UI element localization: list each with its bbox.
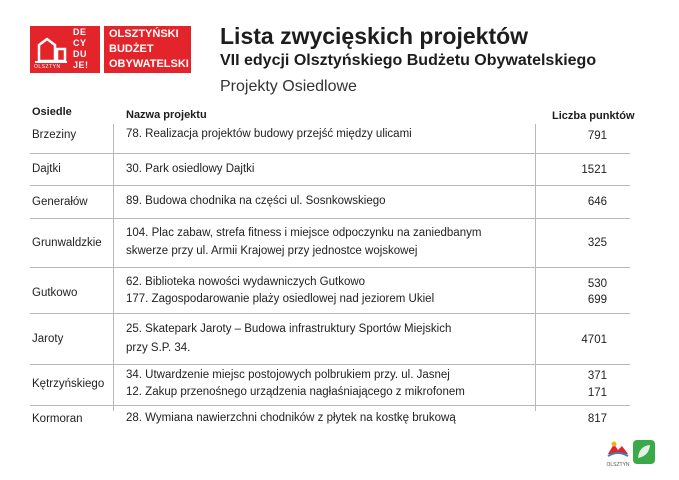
points-cell: 646 [587,196,607,208]
city-emblem-icon [35,35,67,63]
project-cell: 78. Realizacja projektów budowy przejść między ulicami [126,128,412,140]
row-divider [30,364,630,365]
district-cell: Grunwaldzkie [32,237,102,249]
project-cell: 177. Zagospodarowanie plaży osiedlowej nad jeziorem Ukiel [126,293,435,305]
small-logo-city: OLSZTYN [606,462,630,468]
column-header-project: Nazwa projektu [126,109,207,121]
points-cell: 371 [587,370,607,382]
project-cell: 30. Park osiedlowy Dajtki [126,163,255,175]
decyduje-logo [30,26,100,73]
logo-obo-line: OBYWATELSKI [109,58,189,70]
district-cell: Brzeziny [32,129,77,141]
logo-obo-line: OLSZTYŃSKI [109,28,179,40]
olsztyn-small-logo [606,440,630,468]
points-cell: 171 [587,387,607,399]
district-cell: Gutkowo [32,287,78,299]
district-cell: Generałów [32,196,88,208]
project-cell: 25. Skatepark Jaroty – Budowa infrastruktury Sportów Miejskich [126,323,452,335]
project-cell: przy S.P. 34. [126,342,191,354]
page-subtitle: VII edycji Olsztyńskiego Budżetu Obywatelskiego [220,52,597,69]
logo-obo-line: BUDŻET [109,43,154,55]
project-cell: 104. Plac zabaw, strefa fitness i miejsce odpoczynku na zaniedbanym [126,227,482,239]
green-partner-logo [633,440,655,464]
project-cell: 89. Budowa chodnika na części ul. Sosnkowskiego [126,195,386,207]
city-colors-icon [606,440,630,458]
row-divider [30,153,630,154]
logo-city: OLSZTYN [34,64,61,70]
row-divider [30,313,630,314]
project-cell: 28. Wymiana nawierzchni chodników z płytek na kostkę brukową [126,412,456,424]
logo-word-line: DU [73,49,87,59]
row-divider [30,185,630,186]
district-cell: Dajtki [32,163,61,175]
points-cell: 4701 [581,334,607,346]
district-cell: Jaroty [32,333,64,345]
district-cell: Kętrzyńskiego [32,378,105,390]
project-cell: 34. Utwardzenie miejsc postojowych polbrukiem przy. ul. Jasnej [126,369,450,381]
project-cell: 62. Biblioteka nowości wydawniczych Gutkowo [126,276,366,288]
points-cell: 325 [587,237,607,249]
points-cell: 530 [587,278,607,290]
page-title: Lista zwycięskich projektów [220,23,529,49]
logo-word-line: CY [73,38,87,48]
project-cell: 12. Zakup przenośnego urządzenia nagłaśniającego z mikrofonem [126,386,465,398]
points-cell: 791 [587,130,607,142]
row-divider [30,218,630,219]
logo-word-line: JE! [73,60,89,70]
logo-word-line: DE [73,27,87,37]
column-header-points: Liczba punktów [552,110,635,122]
budzet-obywatelski-logo [104,26,191,73]
points-cell: 1521 [581,164,607,176]
row-divider [30,405,630,406]
row-divider [30,267,630,268]
district-cell: Kormoran [32,413,83,425]
points-cell: 817 [587,413,607,425]
leaf-icon [633,440,655,464]
section-title: Projekty Osiedlowe [220,78,357,95]
points-cell: 699 [587,294,607,306]
column-header-district: Osiedle [32,106,72,118]
project-cell: skwerze przy ul. Armii Krajowej przy jednostce wojskowej [126,245,418,257]
